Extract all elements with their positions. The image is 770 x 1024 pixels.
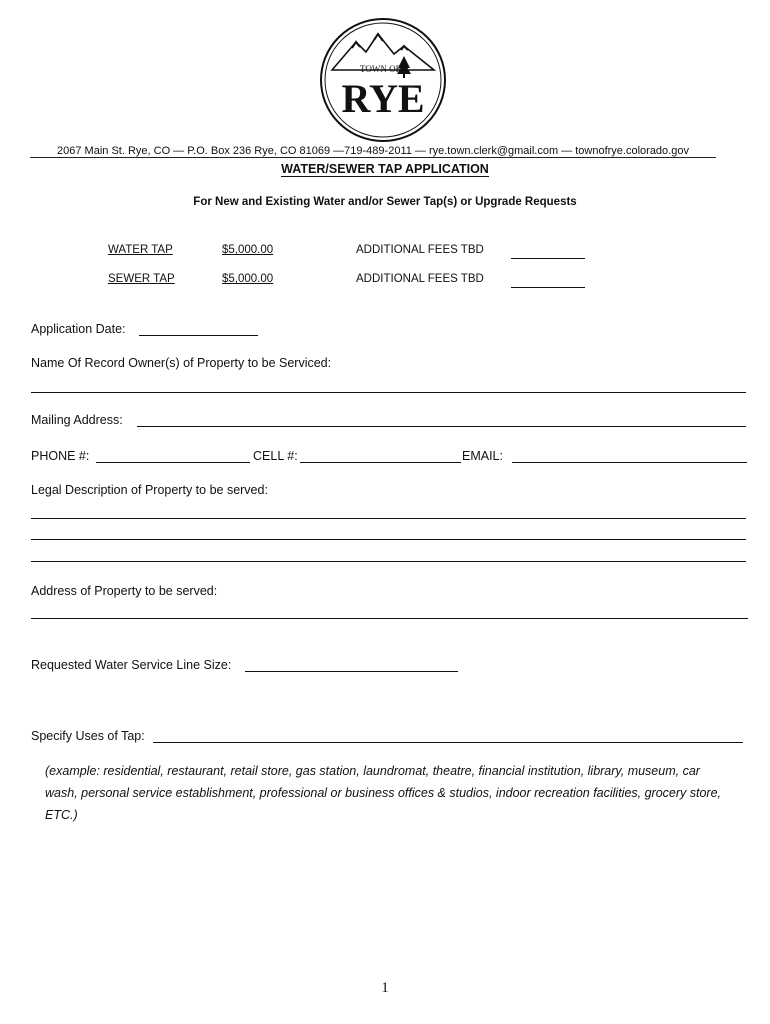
sewer-additional-fees: ADDITIONAL FEES TBD <box>356 273 484 285</box>
logo-line1: TOWN OF <box>360 64 401 74</box>
water-additional-fees: ADDITIONAL FEES TBD <box>356 244 484 256</box>
email-field[interactable] <box>512 462 747 463</box>
sewer-tap-label: SEWER TAP <box>108 273 175 285</box>
sewer-additional-fees-field[interactable] <box>511 275 585 288</box>
page-title <box>0 162 770 176</box>
page-subtitle: For New and Existing Water and/or Sewer Tap(s) or Upgrade Requests <box>193 196 577 208</box>
owner-name-field[interactable] <box>31 392 746 393</box>
logo-line2: RYE <box>341 76 425 121</box>
legal-description-label: Legal Description of Property to be served: <box>31 483 268 497</box>
uses-field[interactable] <box>153 742 743 743</box>
water-tap-amount: $5,000.00 <box>222 244 274 256</box>
sewer-tap-amount: $5,000.00 <box>222 273 274 285</box>
line-size-label: Requested Water Service Line Size: <box>31 658 232 672</box>
water-tap-label: WATER TAP <box>108 244 173 256</box>
phone-field[interactable] <box>96 462 250 463</box>
legal-description-line-1[interactable] <box>31 518 746 519</box>
cell-field[interactable] <box>300 462 461 463</box>
legal-description-line-2[interactable] <box>31 539 746 540</box>
page-title-text: WATER/SEWER TAP APPLICATION <box>281 162 489 176</box>
application-date-label: Application Date: <box>31 322 126 336</box>
page-number: 1 <box>381 980 389 996</box>
property-address-field[interactable] <box>31 618 748 619</box>
water-additional-fees-field[interactable] <box>511 246 585 259</box>
legal-description-line-3[interactable] <box>31 561 746 562</box>
phone-label: PHONE #: <box>31 449 90 463</box>
mailing-address-field[interactable] <box>137 426 746 427</box>
email-label: EMAIL: <box>462 449 503 463</box>
uses-example-text: (example: residential, restaurant, retail store, gas station, laundromat, theatre, financial institution, library, museum, car wash, personal service establishment, professional or business offices & studios, indoor recreation facilities, grocery store, ETC.) <box>45 764 722 822</box>
town-of-rye-logo <box>318 16 448 144</box>
line-size-field[interactable] <box>245 671 458 672</box>
uses-label: Specify Uses of Tap: <box>31 729 145 743</box>
contact-address: 2067 Main St. Rye, CO — P.O. Box 236 Rye, CO 81069 —719-489-2011 — rye.town.clerk@gmail.com — townofrye.colorado.gov <box>57 145 689 157</box>
property-address-label: Address of Property to be served: <box>31 584 218 598</box>
header-divider <box>30 157 716 158</box>
mailing-address-label: Mailing Address: <box>31 413 123 427</box>
application-date-field[interactable] <box>139 335 258 336</box>
cell-label: CELL #: <box>253 449 298 463</box>
owner-name-label: Name Of Record Owner(s) of Property to be Serviced: <box>31 356 332 370</box>
